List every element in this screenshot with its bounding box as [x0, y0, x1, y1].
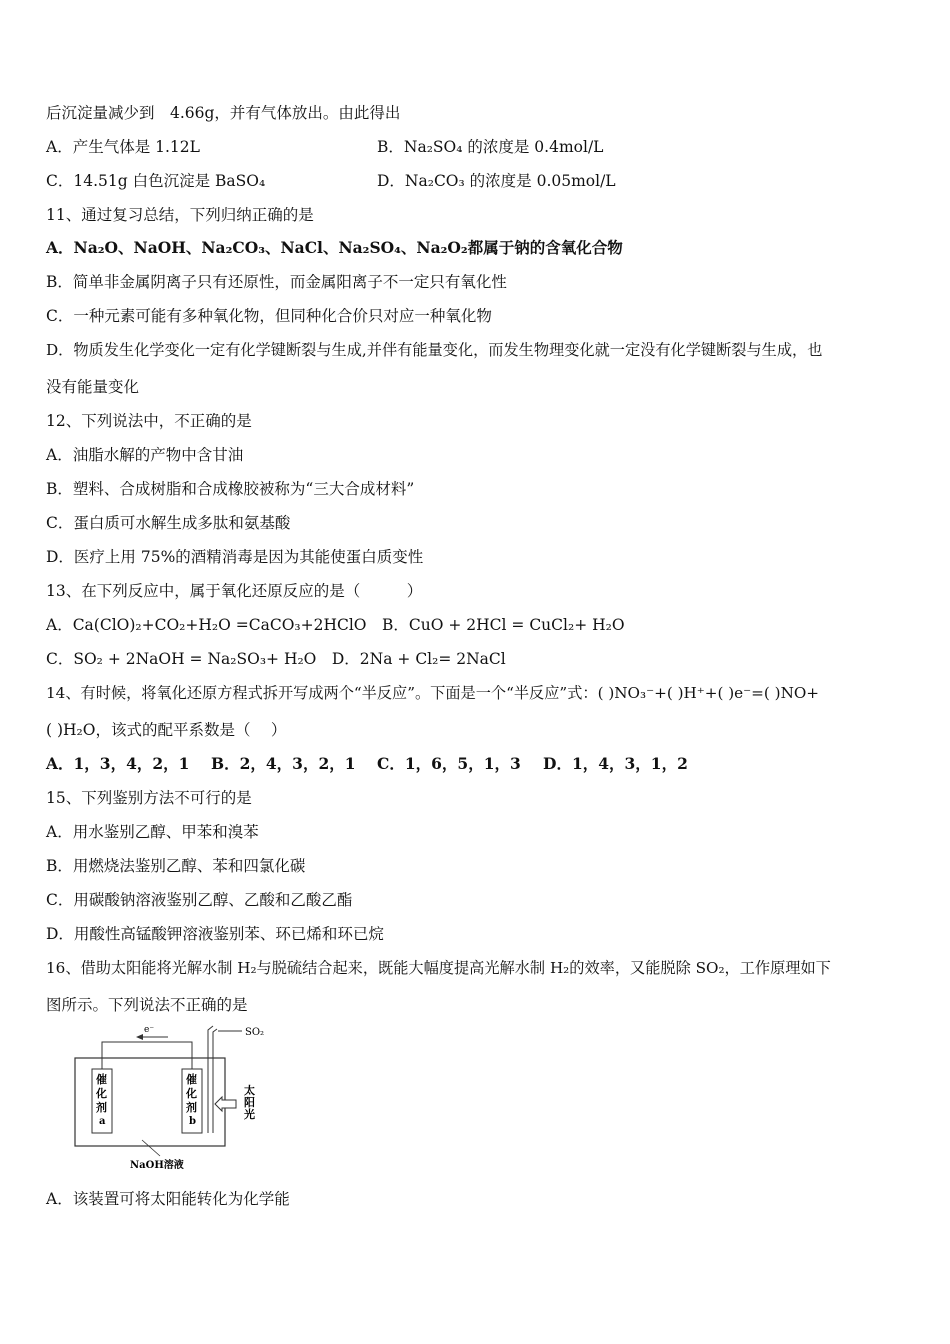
q12-option-b: B．塑料、合成树脂和合成橡胶被称为“三大合成材料”: [46, 480, 415, 498]
q14-stem-line2: ( )H₂O，该式的配平系数是（ ）: [46, 721, 287, 739]
sunlight-char-1: 太: [244, 1084, 255, 1097]
q10-row2: [46, 171, 906, 191]
q14-option-d: D．1，4，3，1，2: [543, 754, 688, 773]
q15-option-b: B．用燃烧法鉴别乙醇、苯和四氯化碳: [46, 857, 306, 875]
q12-option-d: D．医疗上用 75%的酒精消毒是因为其能使蛋白质变性: [46, 548, 424, 566]
q10-option-c: C．14.51g 白色沉淀是 BaSO₄: [46, 172, 266, 190]
so2-tube: [208, 1026, 213, 1133]
q11-option-d-line1: D．物质发生化学变化一定有化学键断裂与生成,并伴有能量变化，而发生物理变化就一定没有化学键断裂与生成，也: [46, 341, 823, 359]
q16-stem-line2: 图所示。下列说法不正确的是: [46, 996, 248, 1014]
q14-option-a: A．1，3，4，2，1: [46, 754, 190, 773]
q16-option-a: A．该装置可将太阳能转化为化学能: [46, 1190, 290, 1208]
q10-option-b: B．Na₂SO₄ 的浓度是 0.4mol/L: [377, 138, 604, 156]
q13-options-cd: C．SO₂ + 2NaOH = Na₂SO₃+ H₂O D．2Na + Cl₂= 2NaCl: [46, 650, 506, 668]
q15-option-c: C．用碳酸钠溶液鉴别乙醇、乙酸和乙酸乙酯: [46, 891, 353, 909]
q11-option-c: C．一种元素可能有多种氧化物，但同种化合价只对应一种氧化物: [46, 307, 492, 325]
sunlight-char-3: 光: [244, 1108, 255, 1121]
q11-option-d-line2: 没有能量变化: [46, 378, 140, 396]
q11-option-b: B．简单非金属阴离子只有还原性，而金属阳离子不一定只有氧化性: [46, 273, 507, 291]
so2-label: SO₂: [245, 1027, 265, 1038]
q13-options-ab: A．Ca(ClO)₂+CO₂+H₂O =CaCO₃+2HClO B．CuO + 2HCl = CuCl₂+ H₂O: [46, 616, 625, 634]
intro-line: 后沉淀量减少到 4.66g，并有气体放出。由此得出: [46, 104, 401, 122]
electrolysis-diagram: [70, 1020, 280, 1175]
q15-option-d: D．用酸性高锰酸钾溶液鉴别苯、环已烯和环已烷: [46, 925, 384, 943]
q12-option-a: A．油脂水解的产物中含甘油: [46, 446, 244, 464]
q10-option-a: A．产生气体是 1.12L: [46, 138, 200, 156]
q14-option-c: C．1，6，5，1，3: [377, 754, 521, 773]
catalyst-a-char-1: 催: [96, 1073, 107, 1086]
catalyst-b-char-2: 化: [186, 1087, 197, 1100]
catalyst-b-char-4: b: [189, 1116, 196, 1127]
q14-stem-line1: 14、有时候，将氧化还原方程式拆开写成两个“半反应”。下面是一个“半反应”式：( )NO₃⁻+( )H⁺+( )e⁻=( )NO+: [46, 684, 820, 702]
q11-option-a: A．Na₂O、NaOH、Na₂CO₃、NaCl、Na₂SO₄、Na₂O₂都属于钠的含氧化合物: [46, 238, 623, 257]
external-wire: [102, 1042, 192, 1069]
q10-row1: [46, 137, 906, 157]
q13-stem: 13、在下列反应中，属于氧化还原反应的是（ ）: [46, 582, 423, 600]
catalyst-a-char-3: 剂: [96, 1101, 107, 1114]
catalyst-b-char-1: 催: [186, 1073, 197, 1086]
q11-stem: 11、通过复习总结，下列归纳正确的是: [46, 206, 314, 224]
electron-label: e⁻: [144, 1025, 155, 1035]
sunlight-char-2: 阳: [244, 1096, 255, 1109]
q10-option-d: D．Na₂CO₃ 的浓度是 0.05mol/L: [377, 172, 616, 190]
q15-option-a: A．用水鉴别乙醇、甲苯和溴苯: [46, 823, 259, 841]
q15-stem: 15、下列鉴别方法不可行的是: [46, 789, 252, 807]
solution-pointer: [142, 1140, 160, 1156]
catalyst-b-char-3: 剂: [186, 1101, 197, 1114]
q12-stem: 12、下列说法中，不正确的是: [46, 412, 252, 430]
q14-option-b: B．2，4，3，2，1: [211, 754, 356, 773]
catalyst-a-char-2: 化: [96, 1087, 107, 1100]
solution-label: NaOH溶液: [130, 1160, 184, 1171]
catalyst-a-char-4: a: [99, 1116, 106, 1127]
q12-option-c: C．蛋白质可水解生成多肽和氨基酸: [46, 514, 291, 532]
q16-stem-line1: 16、借助太阳能将光解水制 H₂与脱硫结合起来，既能大幅度提高光解水制 H₂的效率，又能脱除 SO₂，工作原理如下: [46, 959, 831, 977]
